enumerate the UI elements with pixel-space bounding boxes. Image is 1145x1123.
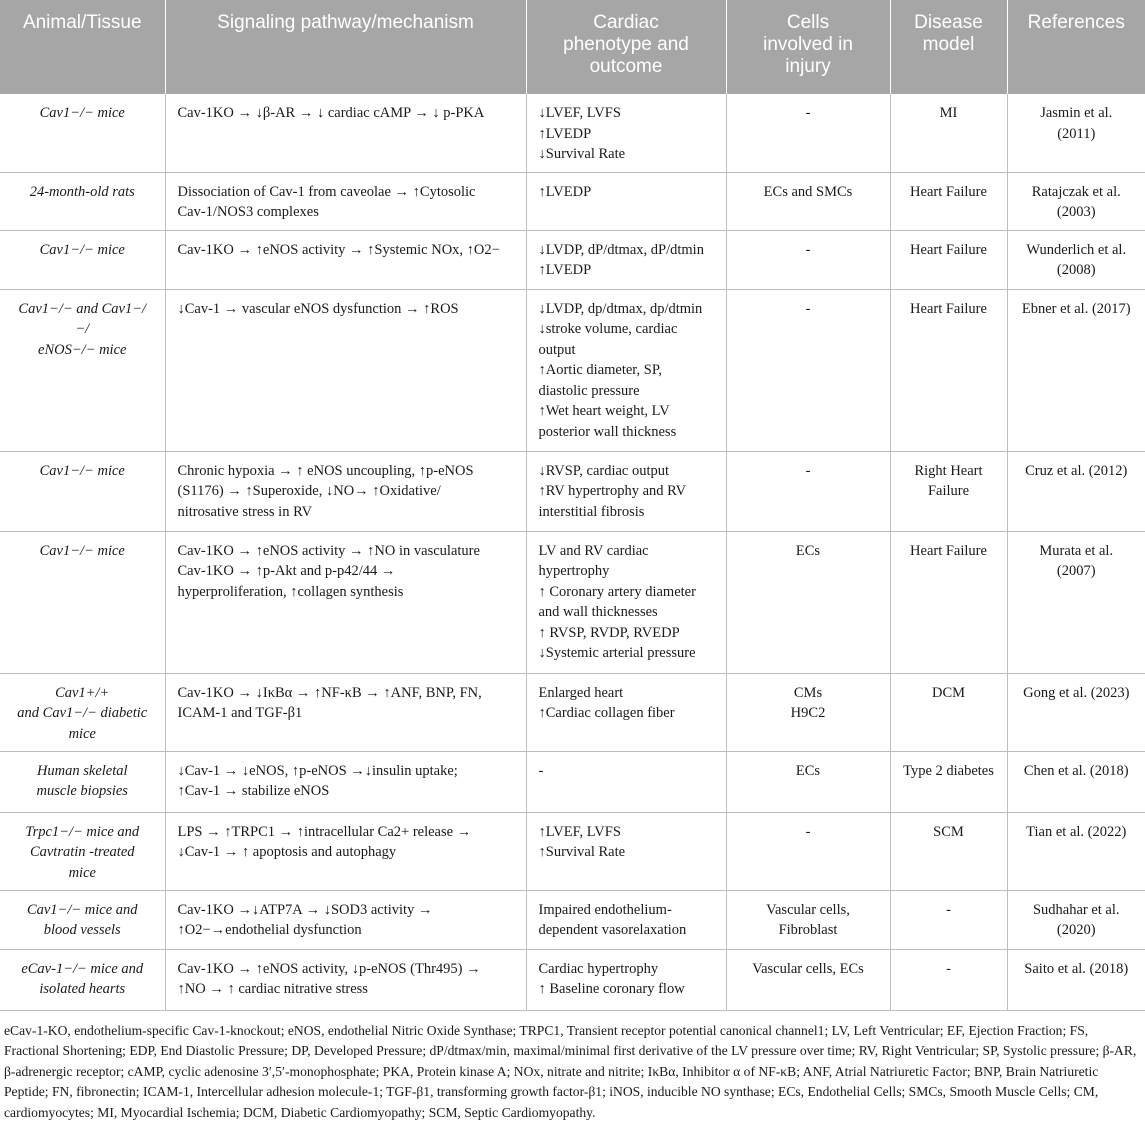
cell-animal-tissue (0, 289, 165, 451)
cell-line: ↑LVEDP (539, 182, 714, 203)
cell-cardiac-phenotype (526, 890, 726, 949)
cell-reference (1007, 94, 1145, 172)
cell-line: SCM (903, 822, 995, 843)
cell-line: nitrosative stress in RV (178, 502, 514, 523)
cell-line: - (903, 959, 995, 980)
cell-line: - (739, 461, 878, 482)
cell-line: Cav1−/− mice (12, 541, 153, 562)
header-references (1007, 0, 1145, 94)
cell-signaling-pathway (165, 531, 526, 673)
header-line: Animal/Tissue (6, 12, 159, 34)
header-line: phenotype and (533, 34, 720, 56)
cell-line: ICAM-1 and TGF-β1 (178, 703, 514, 724)
cell-line: blood vessels (12, 920, 153, 941)
cell-line: Cavtratin -treated (12, 842, 153, 863)
cell-line: Human skeletal (12, 761, 153, 782)
cell-line: ↓Cav-1 → vascular eNOS dysfunction → ↑ROS (178, 299, 514, 320)
cell-line: Cruz et al. (2012) (1020, 461, 1134, 482)
cell-disease-model (890, 451, 1007, 531)
cell-line: Cav1+/+ (12, 683, 153, 704)
cell-reference (1007, 949, 1145, 1010)
cell-line: Sudhahar et al. (1020, 900, 1134, 921)
cell-line: Vascular cells, (739, 900, 878, 921)
cell-line: Cav-1KO → ↑eNOS activity → ↑NO in vasculature (178, 541, 514, 562)
cell-line: ↑ RVSP, RVDP, RVEDP (539, 623, 714, 644)
cell-reference (1007, 289, 1145, 451)
cell-cells-involved (726, 673, 890, 751)
cell-disease-model (890, 531, 1007, 673)
cell-line: ↑LVEF, LVFS (539, 822, 714, 843)
cell-line: ↑ Coronary artery diameter (539, 582, 714, 603)
cell-cells-involved (726, 94, 890, 172)
table-body (0, 94, 1145, 1010)
cell-cells-involved (726, 890, 890, 949)
cell-line: hyperproliferation, ↑collagen synthesis (178, 582, 514, 603)
cell-animal-tissue (0, 751, 165, 812)
cell-animal-tissue (0, 531, 165, 673)
cell-line: ↑RV hypertrophy and RV (539, 481, 714, 502)
table-row (0, 949, 1145, 1010)
cell-line: H9C2 (739, 703, 878, 724)
cell-line: mice (12, 724, 153, 745)
cell-line: Gong et al. (2023) (1020, 683, 1134, 704)
cell-signaling-pathway (165, 751, 526, 812)
table-row (0, 890, 1145, 949)
cell-line: Cav1−/− mice (12, 461, 153, 482)
cell-animal-tissue (0, 230, 165, 289)
cell-line: - (739, 103, 878, 124)
table-row (0, 172, 1145, 230)
cell-line: (2003) (1020, 202, 1134, 223)
cell-animal-tissue (0, 673, 165, 751)
cell-disease-model (890, 673, 1007, 751)
cell-line: Murata et al. (1020, 541, 1134, 562)
cell-line: - (739, 240, 878, 261)
cell-cells-involved (726, 172, 890, 230)
cell-animal-tissue (0, 94, 165, 172)
cell-line: ↑NO → ↑ cardiac nitrative stress (178, 979, 514, 1000)
header-disease-model (890, 0, 1007, 94)
cell-animal-tissue (0, 812, 165, 890)
cell-line: Cav1−/− mice (12, 240, 153, 261)
cell-reference (1007, 673, 1145, 751)
cell-line: Cav-1KO → ↓IκBα → ↑NF-κB → ↑ANF, BNP, FN, (178, 683, 514, 704)
cell-line: ↑ Baseline coronary flow (539, 979, 714, 1000)
cell-disease-model (890, 949, 1007, 1010)
cell-reference (1007, 451, 1145, 531)
cell-line: ECs and SMCs (739, 182, 878, 203)
cell-line: Heart Failure (903, 541, 995, 562)
cell-line: Tian et al. (2022) (1020, 822, 1134, 843)
cell-line: ↑LVEDP (539, 124, 714, 145)
cell-cardiac-phenotype (526, 451, 726, 531)
cell-disease-model (890, 890, 1007, 949)
cell-line: ↑Cardiac collagen fiber (539, 703, 714, 724)
cell-line: Fibroblast (739, 920, 878, 941)
cell-disease-model (890, 94, 1007, 172)
cell-line: Type 2 diabetes (903, 761, 995, 782)
header-signaling-pathway (165, 0, 526, 94)
cell-disease-model (890, 230, 1007, 289)
header-line: Cells (733, 12, 884, 34)
cell-signaling-pathway (165, 890, 526, 949)
cell-line: Cav-1KO → ↑p-Akt and p-p42/44 → (178, 561, 514, 582)
cell-line: interstitial fibrosis (539, 502, 714, 523)
cell-signaling-pathway (165, 451, 526, 531)
cell-line: ↓Systemic arterial pressure (539, 643, 714, 664)
cell-line: ↓stroke volume, cardiac (539, 319, 714, 340)
cell-line: muscle biopsies (12, 781, 153, 802)
cell-cells-involved (726, 289, 890, 451)
header-cells-involved (726, 0, 890, 94)
cell-line: Cav-1KO →↓ATP7A → ↓SOD3 activity → (178, 900, 514, 921)
cell-cardiac-phenotype (526, 230, 726, 289)
cell-line: MI (903, 103, 995, 124)
cell-line: Cav-1KO → ↓β-AR → ↓ cardiac cAMP → ↓ p-PKA (178, 103, 514, 124)
cell-line: hypertrophy (539, 561, 714, 582)
table-row (0, 751, 1145, 812)
cell-line: ↑Cav-1 → stabilize eNOS (178, 781, 514, 802)
table-row (0, 673, 1145, 751)
cell-line: ↑LVEDP (539, 260, 714, 281)
cell-cells-involved (726, 812, 890, 890)
cell-reference (1007, 172, 1145, 230)
table-footnote: eCav-1-KO, endothelium-specific Cav-1-knockout; eNOS, endothelial Nitric Oxide Synthase; TRPC1, Transient receptor potential canonical channel1; LV, Left Ventricular; EF, Ejection Fraction; FS, Fractional Shortening; EDP, End Diastolic Pressure; DP, Developed Pressure; dP/dtmax/min, maximal/minimal first derivative of the LV pressure over time; RV, Right Ventricular; SP, Systolic pressure; β-AR, β-adrenergic receptor; cAMP, cyclic adenosine 3′,5′-monophosphate; PKA, Protein kinase A; NOx, nitrate and nitrite; IκBα, Inhibitor α of NF-κB; ANF, Atrial Natriuretic Factor; BNP, Brain Natriuretic Peptide; FN, fibronectin; ICAM-1, Intercellular adhesion molecule-1; TGF-β1, transforming growth factor-β1; iNOS, inducible NO synthase; ECs, Endothelial Cells; SMCs, Smooth Muscle Cells; CM, cardiomyocytes; MI, Myocardial Ischemia; DCM, Diabetic Cardiomyopathy; SCM, Septic Cardiomyopathy. (0, 1011, 1145, 1123)
cell-signaling-pathway (165, 673, 526, 751)
header-cardiac-phenotype (526, 0, 726, 94)
table-row (0, 230, 1145, 289)
cell-signaling-pathway (165, 94, 526, 172)
cell-line: Cav1−/− mice and (12, 900, 153, 921)
cell-line: (2007) (1020, 561, 1134, 582)
cell-line: (S1176) → ↑Superoxide, ↓NO→ ↑Oxidative/ (178, 481, 514, 502)
cell-animal-tissue (0, 890, 165, 949)
cell-line: - (903, 900, 995, 921)
cell-line: - (739, 822, 878, 843)
cell-line: Enlarged heart (539, 683, 714, 704)
cell-line: Heart Failure (903, 240, 995, 261)
cell-signaling-pathway (165, 289, 526, 451)
cell-cardiac-phenotype (526, 289, 726, 451)
cell-line: ↓Survival Rate (539, 144, 714, 165)
cell-line: ↑Survival Rate (539, 842, 714, 863)
cell-line: ↑O2−→endothelial dysfunction (178, 920, 514, 941)
cell-line: Cardiac hypertrophy (539, 959, 714, 980)
header-line: model (897, 34, 1001, 56)
cell-line: ↑Aortic diameter, SP, (539, 360, 714, 381)
cell-animal-tissue (0, 451, 165, 531)
cell-cardiac-phenotype (526, 94, 726, 172)
cell-line: Chronic hypoxia → ↑ eNOS uncoupling, ↑p-eNOS (178, 461, 514, 482)
header-line: References (1014, 12, 1140, 34)
cell-cardiac-phenotype (526, 172, 726, 230)
cell-reference (1007, 531, 1145, 673)
cell-line: ECs (739, 541, 878, 562)
header-line: involved in (733, 34, 884, 56)
cell-line: ↓Cav-1 → ↓eNOS, ↑p-eNOS →↓insulin uptake; (178, 761, 514, 782)
cell-disease-model (890, 751, 1007, 812)
cell-line: - (539, 761, 714, 782)
header-line: Cardiac (533, 12, 720, 34)
cell-line: Vascular cells, ECs (739, 959, 878, 980)
cell-animal-tissue (0, 949, 165, 1010)
cell-line: Wunderlich et al. (1020, 240, 1134, 261)
cell-line: Ratajczak et al. (1020, 182, 1134, 203)
cell-line: CMs (739, 683, 878, 704)
cell-line: ↓RVSP, cardiac output (539, 461, 714, 482)
header-line: injury (733, 56, 884, 78)
cell-disease-model (890, 812, 1007, 890)
cell-cardiac-phenotype (526, 812, 726, 890)
cell-cardiac-phenotype (526, 949, 726, 1010)
cell-cardiac-phenotype (526, 751, 726, 812)
cell-line: Heart Failure (903, 182, 995, 203)
cell-cells-involved (726, 531, 890, 673)
cell-line: Ebner et al. (2017) (1020, 299, 1134, 320)
cell-line: Cav-1KO → ↑eNOS activity, ↓p-eNOS (Thr495) → (178, 959, 514, 980)
cell-animal-tissue (0, 172, 165, 230)
cell-cardiac-phenotype (526, 673, 726, 751)
cell-signaling-pathway (165, 172, 526, 230)
cell-reference (1007, 751, 1145, 812)
cell-signaling-pathway (165, 949, 526, 1010)
header-line: Disease (897, 12, 1001, 34)
cell-line: 24-month-old rats (12, 182, 153, 203)
cell-line: (2020) (1020, 920, 1134, 941)
cell-cells-involved (726, 230, 890, 289)
header-row (0, 0, 1145, 94)
cell-line: ↓LVDP, dP/dtmax, dP/dtmin (539, 240, 714, 261)
cell-cardiac-phenotype (526, 531, 726, 673)
cell-reference (1007, 890, 1145, 949)
cell-line: LPS → ↑TRPC1 → ↑intracellular Ca2+ release → (178, 822, 514, 843)
cell-line: ↓LVEF, LVFS (539, 103, 714, 124)
cell-line: Trpc1−/− mice and (12, 822, 153, 843)
cell-cells-involved (726, 451, 890, 531)
cell-line: eNOS−/− mice (12, 340, 153, 361)
cell-line: (2008) (1020, 260, 1134, 281)
cell-line: Heart Failure (903, 299, 995, 320)
cell-line: and wall thicknesses (539, 602, 714, 623)
cell-line: eCav-1−/− mice and (12, 959, 153, 980)
table-row (0, 812, 1145, 890)
cell-disease-model (890, 289, 1007, 451)
header-line: Signaling pathway/mechanism (172, 12, 520, 34)
cell-line: ↑Wet heart weight, LV (539, 401, 714, 422)
cell-line: Right Heart (903, 461, 995, 482)
cell-line: Impaired endothelium- (539, 900, 714, 921)
cell-line: output (539, 340, 714, 361)
cell-line: mice (12, 863, 153, 884)
cell-line: diastolic pressure (539, 381, 714, 402)
cell-line: Cav-1KO → ↑eNOS activity → ↑Systemic NOx, ↑O2− (178, 240, 514, 261)
cell-line: DCM (903, 683, 995, 704)
cell-line: Cav-1/NOS3 complexes (178, 202, 514, 223)
cell-line: Saito et al. (2018) (1020, 959, 1134, 980)
cell-line: ECs (739, 761, 878, 782)
cell-reference (1007, 812, 1145, 890)
header-animal-tissue (0, 0, 165, 94)
cell-line: ↓LVDP, dp/dtmax, dp/dtmin (539, 299, 714, 320)
cell-cells-involved (726, 949, 890, 1010)
cell-line: and Cav1−/− diabetic (12, 703, 153, 724)
cell-line: posterior wall thickness (539, 422, 714, 443)
cell-line: LV and RV cardiac (539, 541, 714, 562)
cell-line: Chen et al. (2018) (1020, 761, 1134, 782)
table-row (0, 289, 1145, 451)
table-row (0, 531, 1145, 673)
cell-line: Failure (903, 481, 995, 502)
cell-disease-model (890, 172, 1007, 230)
cell-cells-involved (726, 751, 890, 812)
cell-reference (1007, 230, 1145, 289)
cell-line: Cav1−/− and Cav1−/−/ (12, 299, 153, 340)
table-row (0, 94, 1145, 172)
cell-signaling-pathway (165, 812, 526, 890)
cell-line: isolated hearts (12, 979, 153, 1000)
cell-line: Jasmin et al. (2011) (1020, 103, 1134, 144)
header-line: outcome (533, 56, 720, 78)
table-row (0, 451, 1145, 531)
cell-line: dependent vasorelaxation (539, 920, 714, 941)
cell-line: Dissociation of Cav-1 from caveolae → ↑Cytosolic (178, 182, 514, 203)
cell-line: - (739, 299, 878, 320)
cell-line: Cav1−/− mice (12, 103, 153, 124)
cell-line: ↓Cav-1 → ↑ apoptosis and autophagy (178, 842, 514, 863)
cell-signaling-pathway (165, 230, 526, 289)
